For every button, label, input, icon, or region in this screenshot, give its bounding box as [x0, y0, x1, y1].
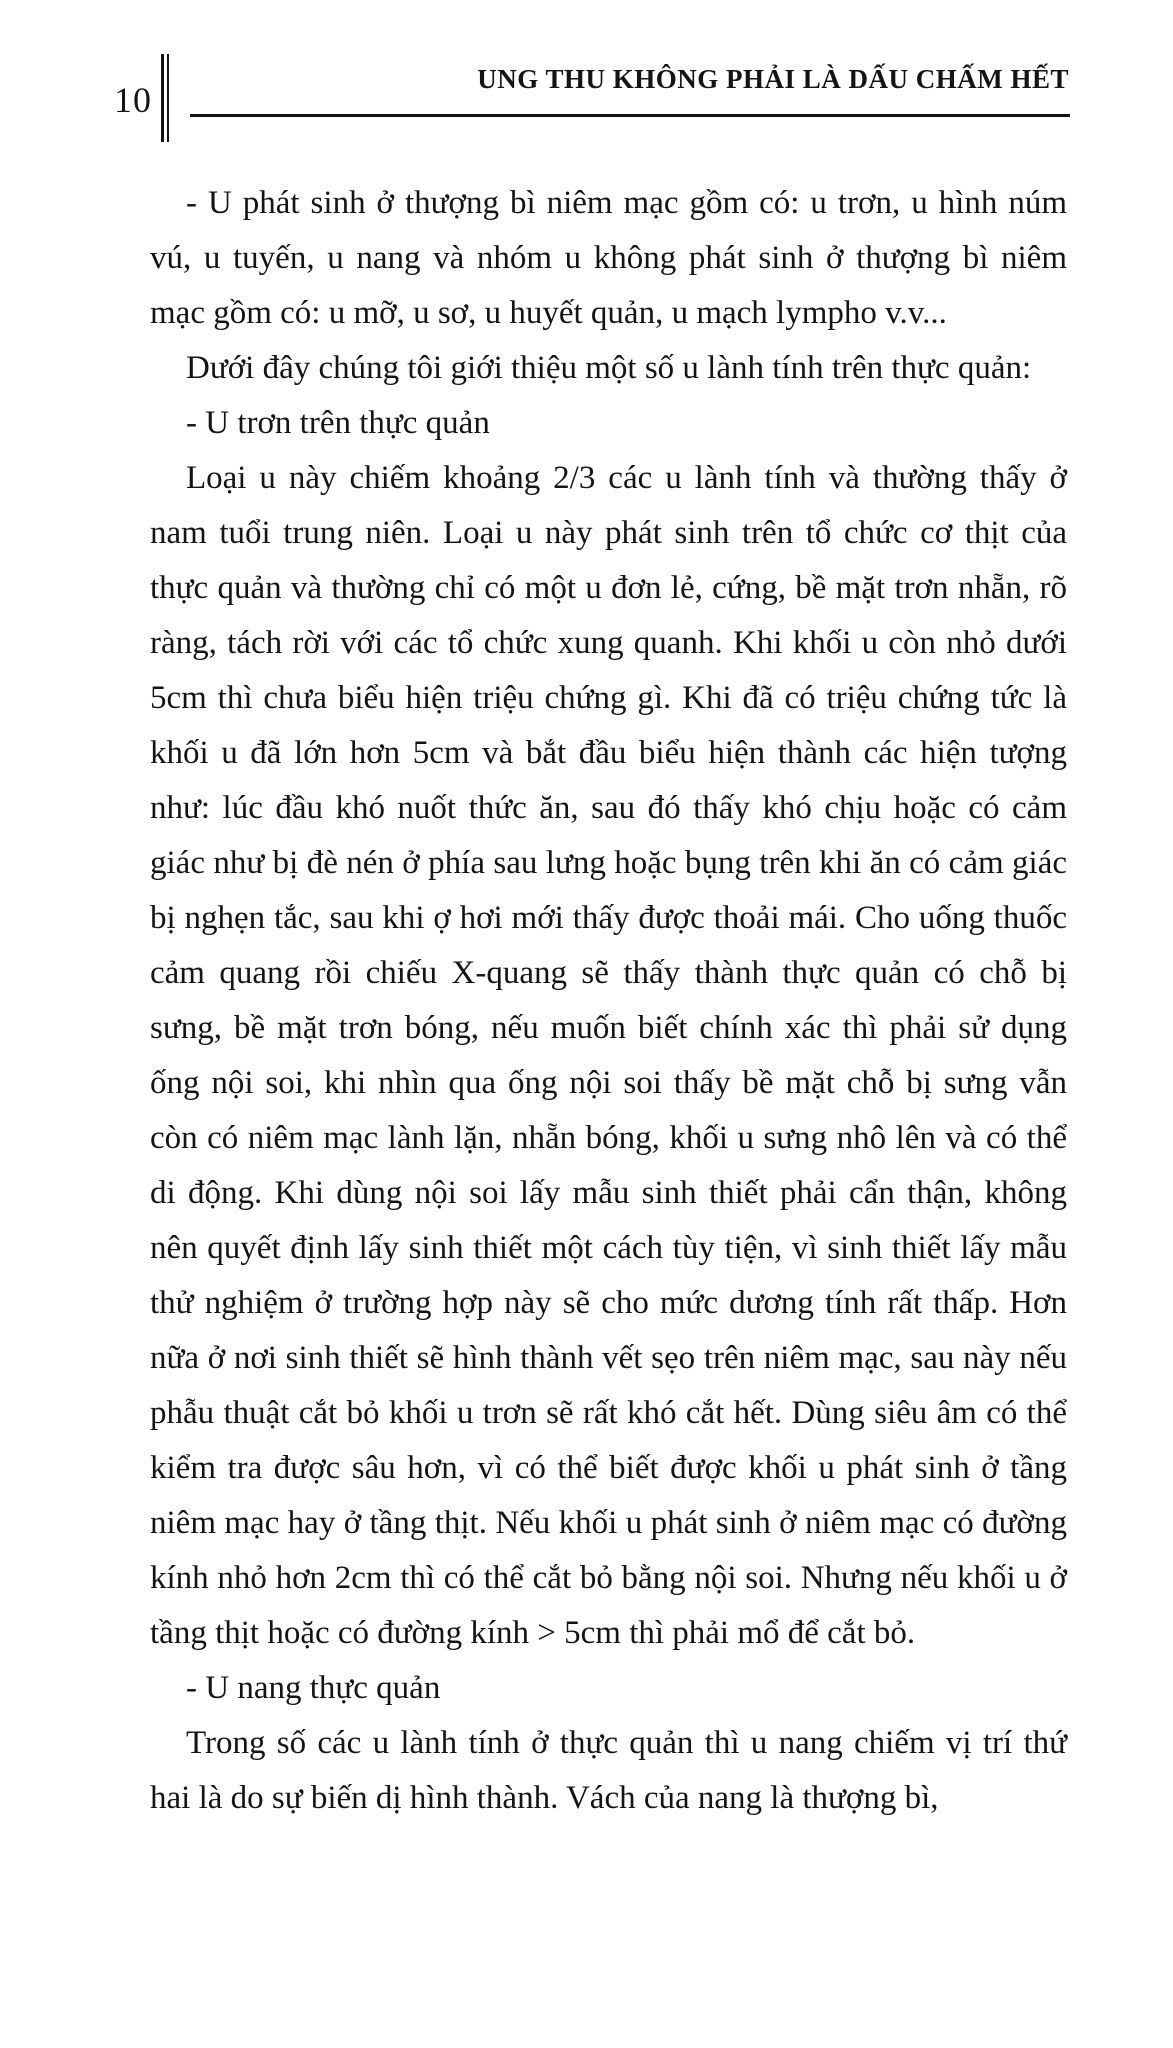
paragraph: Loại u này chiếm khoảng 2/3 các u lành tính và thường thấy ở nam tuổi trung niên. Loại u này phát sinh trên tổ chức cơ thịt của thực quản và thường chỉ có một u đơn lẻ, cứng, bề mặt trơn nhẵn, rõ ràng, tách rời với các tổ chức xung quanh. Khi khối u còn nhỏ dưới 5cm thì chưa biểu hiện triệu chứng gì. Khi đã có triệu chứng tức là khối u đã lớn hơn 5cm và bắt đầu biểu hiện thành các hiện tượng như: lúc đầu khó nuốt thức ăn, sau đó thấy khó chịu hoặc có cảm giác như bị đè nén ở phía sau lưng hoặc bụng trên khi ăn có cảm giác bị nghẹn tắc, sau khi ợ hơi mới thấy được thoải mái. Cho uống thuốc cảm quang rồi chiếu X-quang sẽ thấy thành thực quản có chỗ bị sưng, bề mặt trơn bóng, nếu muốn biết chính xác thì phải sử dụng ống nội soi, khi nhìn qua ống nội soi thấy bề mặt chỗ bị sưng vẫn còn có niêm mạc lành lặn, nhẵn bóng, khối u sưng nhô lên và có thể di động. Khi dùng nội soi lấy mẫu sinh thiết phải cẩn thận, không nên quyết định lấy sinh thiết một cách tùy tiện, vì sinh thiết lấy mẫu thử nghiệm ở trường hợp này sẽ cho mức dương tính rất thấp. Hơn nữa ở nơi sinh thiết sẽ hình thành vết sẹo trên niêm mạc, sau này nếu phẫu thuật cắt bỏ khối u trơn sẽ rất khó cắt hết. Dùng siêu âm có thể kiểm tra được sâu hơn, vì có thể biết được khối u phát sinh ở tầng niêm mạc hay ở tầng thịt. Nếu khối u phát sinh ở niêm mạc có đường kính nhỏ hơn 2cm thì có thể cắt bỏ bằng nội soi. Nhưng nếu khối u ở tầng thịt hoặc có đường kính > 5cm thì phải mổ để cắt bỏ. — [150, 460, 1067, 1651]
section-subheading: - U trơn trên thực quản — [186, 405, 490, 441]
running-title: UNG THU KHÔNG PHẢI LÀ DẤU CHẤM HẾT — [477, 64, 1069, 94]
section-subheading: - U nang thực quản — [186, 1670, 441, 1706]
header-vertical-rule — [161, 54, 171, 142]
header-vertical-bar — [161, 54, 164, 142]
paragraph: Dưới đây chúng tôi giới thiệu một số u lành tính trên thực quản: — [186, 350, 1032, 386]
header-vertical-bar — [167, 54, 169, 142]
body-text — [150, 176, 1067, 1826]
page-number: 10 — [114, 80, 152, 120]
paragraph: Trong số các u lành tính ở thực quản thì u nang chiếm vị trí thứ hai là do sự biến dị hình thành. Vách của nang là thượng bì, — [150, 1725, 1067, 1816]
header-rule — [190, 114, 1070, 117]
paragraph-list-item: - U phát sinh ở thượng bì niêm mạc gồm có: u trơn, u hình núm vú, u tuyến, u nang và nhóm u không phát sinh ở thượng bì niêm mạc gồm có: u mỡ, u sơ, u huyết quản, u mạch lympho v.v... — [150, 185, 1067, 331]
